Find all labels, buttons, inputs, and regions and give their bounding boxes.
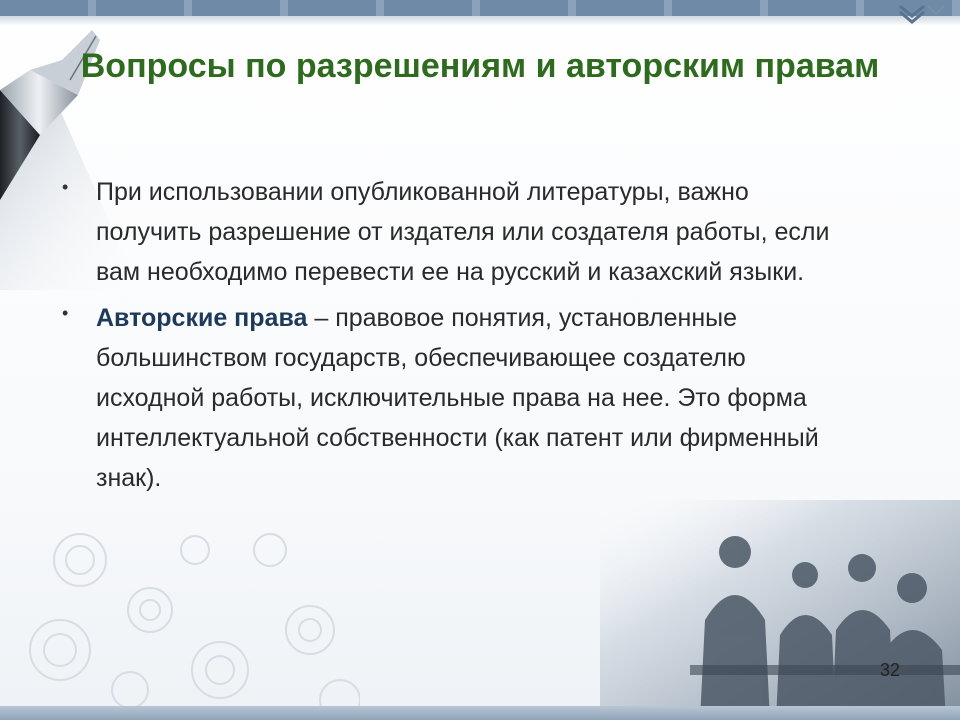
bullet-icon: •	[62, 177, 69, 197]
bottom-decorative-bar	[0, 706, 960, 720]
page-number: 32	[879, 660, 901, 680]
bullet-icon: •	[62, 303, 69, 323]
bullet-item	[60, 298, 850, 498]
slide-title: Вопросы по разрешениям и авторским правам	[80, 47, 880, 85]
top-bar-shadow	[0, 16, 960, 26]
bullet-item	[60, 172, 850, 292]
bullet-list	[60, 172, 850, 504]
bullet-term: Авторские права	[96, 304, 308, 332]
business-meeting-image	[600, 500, 960, 720]
bullet-text: – правовое понятия, установленные большинством государств, обеспечивающее создателю исходной работы, исключительные права на нее. Это форма интеллектуальной собственности (как патент или фирменный знак).	[96, 304, 819, 492]
bullet-text: При использовании опубликованной литературы, важно получить разрешение от издателя или создателя работы, если вам необходимо перевести ее на русский и казахский языки.	[96, 178, 830, 286]
top-decorative-bar	[0, 0, 960, 16]
double-chevron-down-icon	[890, 2, 950, 26]
